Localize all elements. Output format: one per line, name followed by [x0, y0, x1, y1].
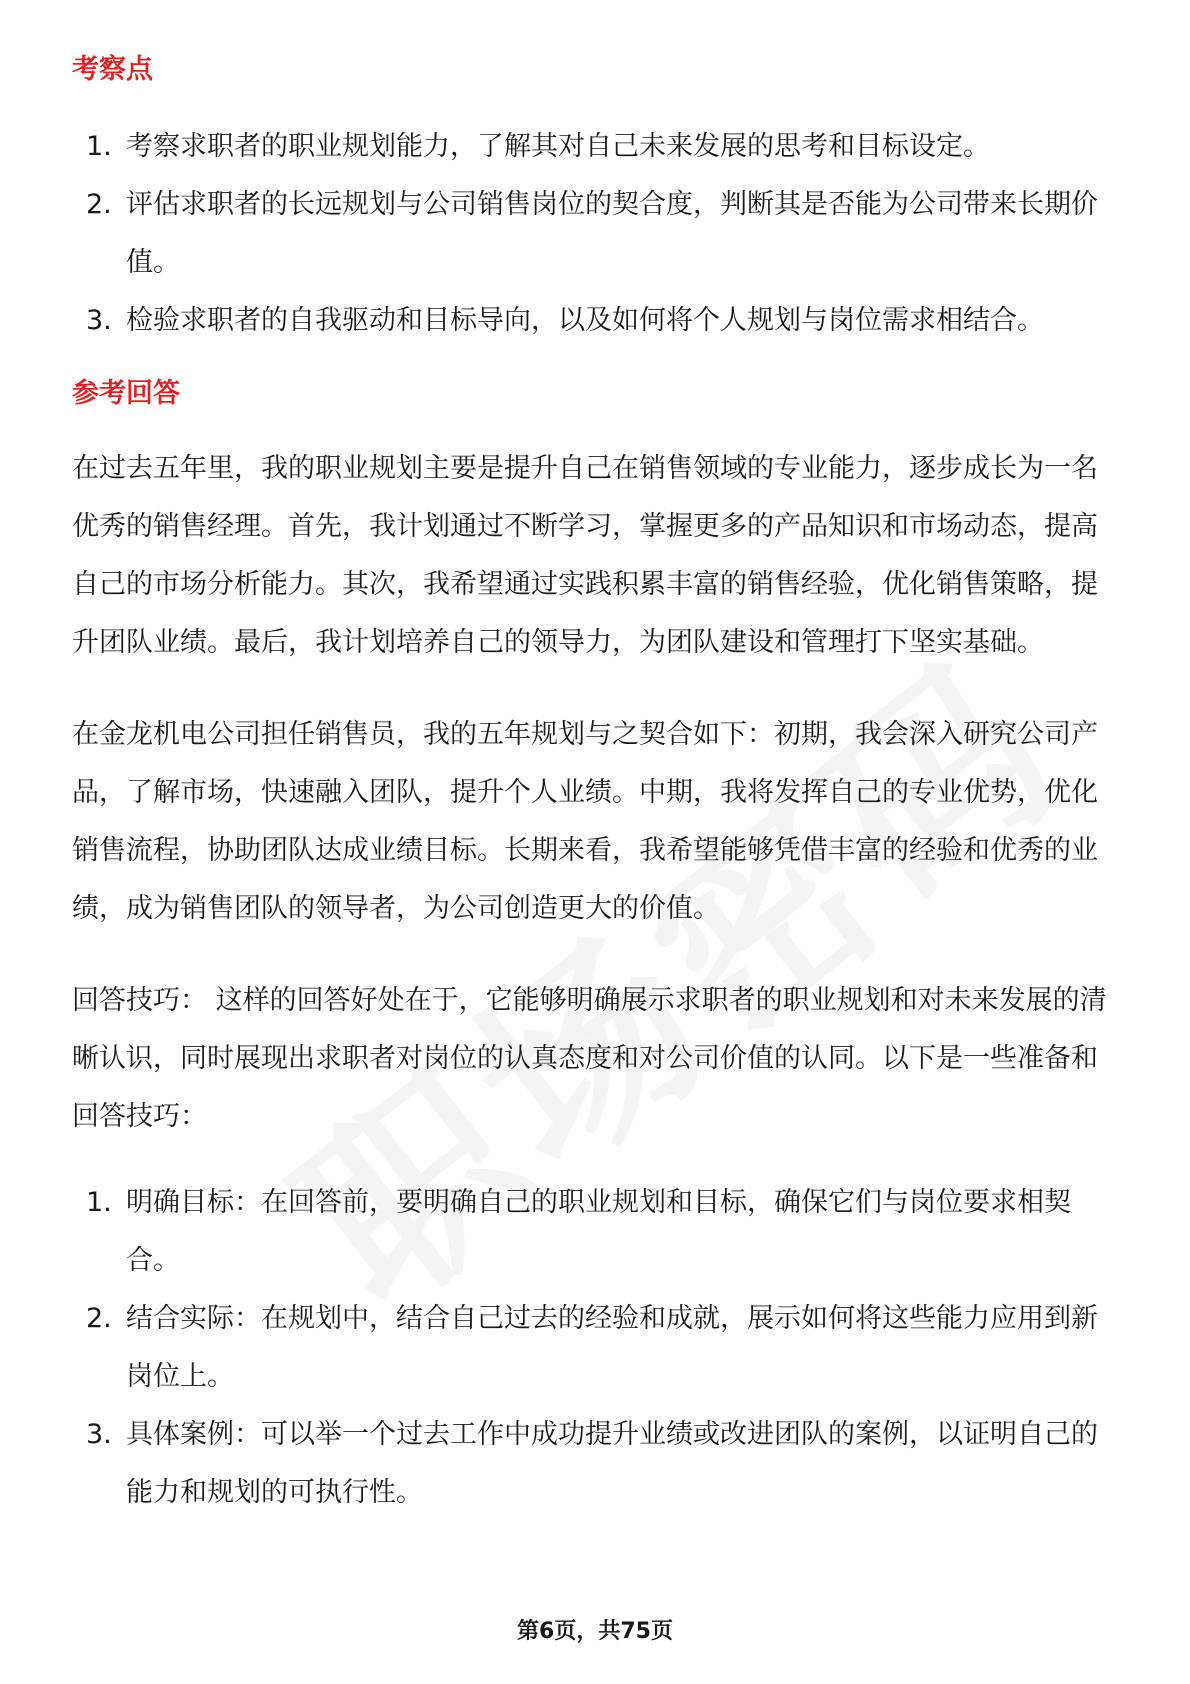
list-item: [72, 292, 1122, 350]
list-item-number: 2.: [86, 189, 112, 220]
list-item: [72, 1290, 1122, 1406]
list-item-number: 1.: [86, 1187, 112, 1218]
list-item-text: 评估求职者的长远规划与公司销售岗位的契合度，判断其是否能为公司带来长期价值。: [126, 189, 1098, 278]
answer-tips-list: [72, 1174, 1122, 1522]
list-item-text: 结合实际：在规划中，结合自己过去的经验和成就，展示如何将这些能力应用到新岗位上。: [126, 1303, 1098, 1392]
list-item: [72, 176, 1122, 292]
list-item-number: 2.: [86, 1303, 112, 1334]
list-item-text: 考察求职者的职业规划能力，了解其对自己未来发展的思考和目标设定。: [126, 131, 990, 162]
examination-points-list: [72, 118, 1122, 350]
section-title-reference-answer: 参考回答: [72, 378, 180, 409]
section-title-examination-points: 考察点: [72, 54, 153, 85]
list-item: [72, 1174, 1122, 1290]
list-item-number: 3.: [86, 305, 112, 336]
list-item: [72, 1406, 1122, 1522]
answer-tips-paragraph: 回答技巧： 这样的回答好处在于，它能够明确展示求职者的职业规划和对未来发展的清晰认识，同时展现出求职者对岗位的认真态度和对公司价值的认同。以下是一些准备和回答技巧：: [72, 985, 1107, 1132]
list-item-text: 明确目标：在回答前，要明确自己的职业规划和目标，确保它们与岗位要求相契合。: [126, 1187, 1071, 1276]
page-content: [72, 48, 1122, 1522]
list-item-text: 检验求职者的自我驱动和目标导向，以及如何将个人规划与岗位需求相结合。: [126, 305, 1044, 336]
answer-paragraph: 在金龙机电公司担任销售员，我的五年规划与之契合如下：初期，我会深入研究公司产品，了解市场，快速融入团队，提升个人业绩。中期，我将发挥自己的专业优势，优化销售流程，协助团队达成业绩目标。长期来看，我希望能够凭借丰富的经验和优秀的业绩，成为销售团队的领导者，为公司创造更大的价值。: [72, 719, 1098, 924]
list-item-text: 具体案例：可以举一个过去工作中成功提升业绩或改进团队的案例，以证明自己的能力和规划的可执行性。: [126, 1419, 1098, 1508]
answer-paragraph: 在过去五年里，我的职业规划主要是提升自己在销售领域的专业能力，逐步成长为一名优秀的销售经理。首先，我计划通过不断学习，掌握更多的产品知识和市场动态，提高自己的市场分析能力。其次，我希望通过实践积累丰富的销售经验，优化销售策略，提升团队业绩。最后，我计划培养自己的领导力，为团队建设和管理打下坚实基础。: [72, 453, 1098, 658]
list-item-number: 3.: [86, 1419, 112, 1450]
list-item: [72, 118, 1122, 176]
list-item-number: 1.: [86, 131, 112, 162]
page-number: 第6页，共75页: [517, 1619, 673, 1644]
